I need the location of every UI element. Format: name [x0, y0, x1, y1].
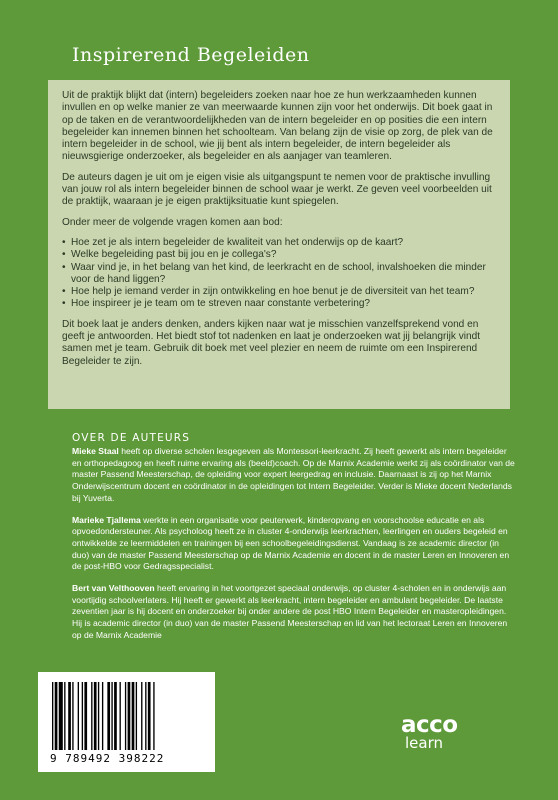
barcode-bar — [111, 682, 112, 750]
authors-section — [72, 446, 518, 652]
barcode-bar — [136, 682, 137, 750]
barcode-bar — [128, 682, 131, 750]
book-title: Inspirerend Begeleiden — [72, 44, 310, 66]
publisher-logo — [401, 714, 458, 751]
barcode-bar — [91, 682, 92, 750]
barcode-bar — [72, 682, 73, 750]
question-item: • Hoe inspireer je je team om te streven naar constante verbetering? — [62, 298, 496, 310]
question-item: • Hoe help je iemand verder in zijn ontwikkeling en hoe benut je de diversiteit van het team? — [62, 286, 496, 298]
author-bio — [72, 446, 518, 505]
author-name: Marieke Tjallema — [72, 514, 141, 525]
blurb-paragraph-4: Dit boek laat je anders denken, anders kijken naar wat je misschien vanzelfsprekend vond en geeft je antwoorden. Het biedt stof tot nadenken en laat je onderzoeken wat jij belangrijk vindt samen met je team. Gebruik dit boek met veel plezier en neem de ruimte om een Inspirerend Begeleider te zijn. — [62, 318, 481, 367]
author-name: Mieke Staal — [72, 446, 119, 456]
barcode-bar — [145, 682, 146, 750]
barcode-bar — [59, 682, 63, 750]
barcode-bar — [102, 682, 103, 750]
authors-heading: OVER DE AUTEURS — [72, 432, 191, 444]
barcode-bars — [50, 682, 200, 750]
publisher-logo-sub: learn — [405, 734, 443, 752]
barcode-bar — [107, 682, 110, 750]
barcode-bar — [55, 682, 58, 750]
isbn-number: 9 789492 398222 — [50, 752, 165, 765]
questions-list — [62, 237, 496, 311]
blurb-paragraph-1: Uit de praktijk blijkt dat (intern) begeleiders zoeken naar hoe ze hun werkzaamheden kunnen invullen en op welke manier ze van meerwaarde kunnen zijn voor het onderwijs. Dit boek gaat in op de taken en de verantwoordelijkheden van de intern begeleider en op posities die een intern begeleider kan innemen binnen het schoolteam. Van belang zijn de visie op zorg, de plek van de intern begeleider in de school, wie jij bent als intern begeleider, de intern begeleider als nieuwsgierige onderzoeker, als begeleider en als aanjager van teamleren. — [62, 90, 493, 163]
barcode-bar — [141, 682, 142, 750]
author-bio — [72, 515, 518, 574]
barcode-bar — [52, 682, 53, 750]
barcode-bar — [64, 682, 65, 750]
barcode-bar — [82, 682, 83, 750]
barcode-bar — [120, 682, 121, 750]
author-bio-text: werkte in een organisatie voor peuterwerk, kinderopvang en voorschoolse educatie en als opvoedondersteuner. Als psycholoog heeft ze in cluster 4-onderwijs leerkrachten, leerlingen en ouders begeleid en ontwikkelde ze leermiddelen en trainingen bij een schoolbegeleidingsdienst. Vandaag is ze academic director (in duo) van de master Passend Meesterschap op de Marnix Academie en docent in de master Leren en Innoveren en de post-HBO voor Gedragsspecialist. — [72, 514, 510, 572]
author-name: Bert van Velthooven — [72, 583, 155, 594]
question-item: • Waar vind je, in het belang van het kind, de leerkracht en de school, invalshoeken die minder voor de hand liggen? — [62, 262, 496, 287]
barcode-bar — [148, 682, 151, 750]
question-item: • Hoe zet je als intern begeleider de kwaliteit van het onderwijs op de kaart? — [62, 237, 496, 249]
blurb-paragraph-3: Onder meer de volgende vragen komen aan bod: — [62, 216, 283, 228]
author-bio-text: heeft ervaring in het voortgezet speciaal onderwijs, op cluster 4-scholen en in onderwijs aan voortijdig schoolverlaters. Hij heeft er gewerkt als leerkracht, intern begeleider en ambulant begeleider. De laatste zeventien jaar is hij docent en onderzoeker bij onder andere de post HBO Intern Begeleider en masteropleidingen. Hij is academic director (in duo) van de master Passend Meesterschap en lid van het lectoraat Leren en Innoveren op de Marnix Academie — [72, 583, 508, 640]
author-bio-text: heeft op diverse scholen lesgegeven als Montessori-leerkracht. Zij heeft gewerkt als intern begeleider en orthopedagoog en heeft ruime ervaring als (beeld)coach. Op de Marnix Academie werkt zij als coördinator van de master Passend Meesterschap, de opleiding voor expert leergedrag en inclusie. Daarnaast is zij op het Marnix Onderwijscentrum docent en coördinator in de opleidingen tot Intern Begeleider. Verder is Mieke docent Nederlands bij Yuverta. — [72, 446, 515, 503]
barcode-bar — [94, 682, 97, 750]
barcode-bar — [68, 682, 71, 750]
barcode-bar — [125, 682, 126, 750]
barcode-bar — [114, 682, 117, 750]
blurb-box — [48, 80, 510, 409]
question-item: • Welke begeleiding past bij jou en je collega's? — [62, 249, 496, 261]
barcode — [38, 672, 215, 772]
barcode-bar — [84, 682, 87, 750]
barcode-bar — [153, 682, 154, 750]
barcode-bar — [78, 682, 79, 750]
barcode-bar — [132, 682, 135, 750]
blurb-paragraph-2: De auteurs dagen je uit om je eigen visie als uitgangspunt te nemen voor de praktische invulling van jouw rol als intern begeleider binnen de school waar je werkt. Ze geven veel voorbeelden uit de praktijk, waaraan je je eigen praktijksituatie kunt spiegelen. — [62, 171, 492, 208]
author-bio — [72, 583, 518, 642]
publisher-logo-main: acco — [401, 712, 458, 738]
barcode-bar — [98, 682, 99, 750]
